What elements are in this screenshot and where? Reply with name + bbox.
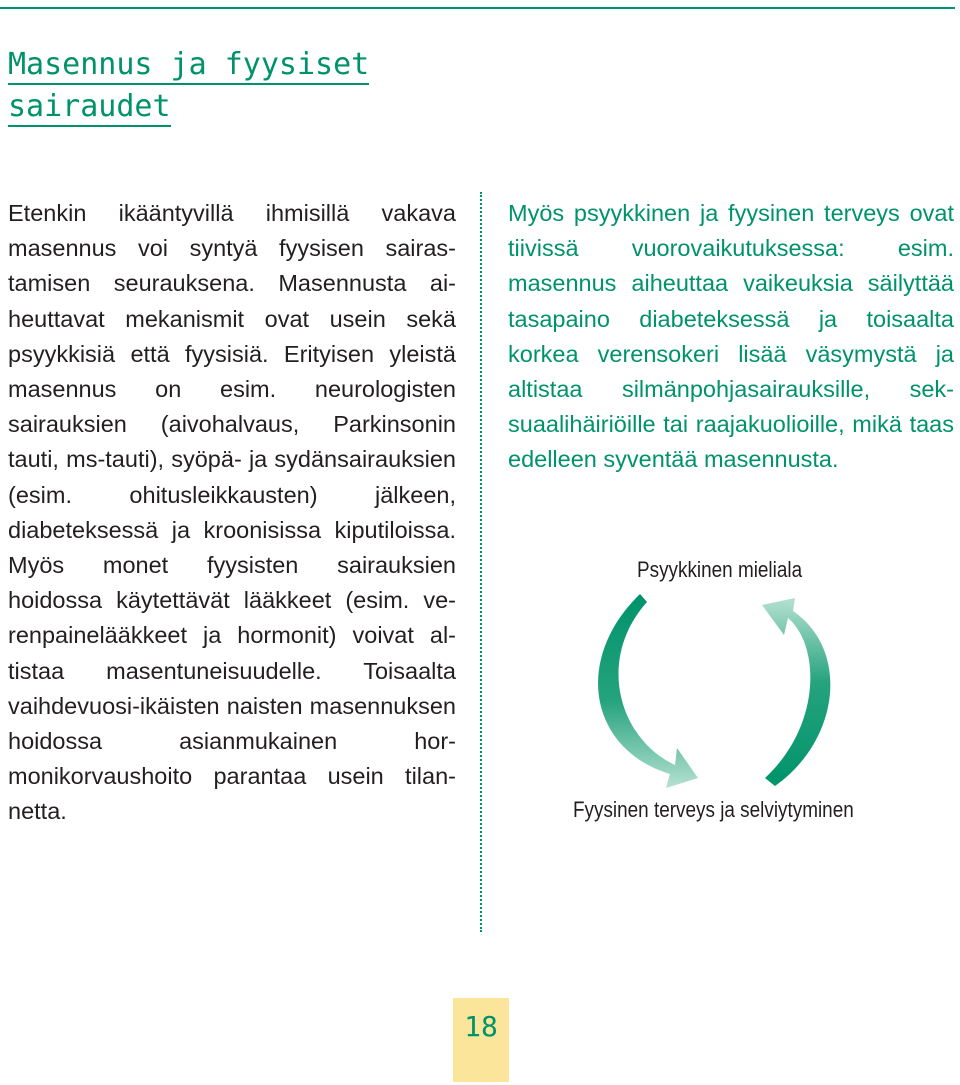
page-title — [8, 44, 369, 128]
page-number-box — [453, 998, 509, 1082]
column-divider — [480, 192, 482, 932]
title-line-1: Masennus ja fyysiset — [8, 47, 369, 85]
diagram-label-top: Psyykkinen mieliala — [637, 557, 803, 582]
body-text-right: Myös psyykkinen ja fyysinen terveys ovat tiivissä vuorovaikutuksessa: esim. masennus aiheuttaa vaikeuksia säilyttää tasapaino diabeteksessä ja toisaalta korkea verensokeri lisää väsymystä ja altistaa silmänpohjasairauksille, seksuaalihäiriöille tai raajakuolioille, mikä taas edelleen syventää masennusta. — [508, 200, 954, 473]
top-rule — [0, 7, 955, 9]
right-cycle-arrow — [762, 598, 830, 786]
title-line-2: sairaudet — [8, 89, 171, 127]
body-text-left: Etenkin ikääntyvillä ihmisillä vakava masennus voi syntyä fyysisen sairastamisen seurauksena. Masennusta aiheuttavat mekanismit ovat usein sekä psyykkisiä että fyysisiä. Erityisen yleistä masennus on esim. neurologisten sairauksien (aivohalvaus, Parkinsonin tauti, ms-tauti), syöpä- ja sydänsairauksien (esim. ohitusleikkausten) jälkeen, diabeteksessä ja kroonisissa kiputiloissa. Myös monet fyysisten sairauksien hoidossa käytettävät lääkkeet (esim. verenpainelääkkeet ja hormonit) voivat altistaa masentuneisuudelle. Toisaalta vaihdevuosi-ikäisten naisten masennuksen hoidossa asianmukainen hormonikorvaushoito parantaa usein tilannetta. — [8, 200, 456, 825]
left-cycle-arrow — [598, 594, 698, 788]
diagram-label-bottom: Fyysinen terveys ja selviytyminen — [573, 797, 854, 822]
page-number: 18 — [464, 1010, 498, 1043]
